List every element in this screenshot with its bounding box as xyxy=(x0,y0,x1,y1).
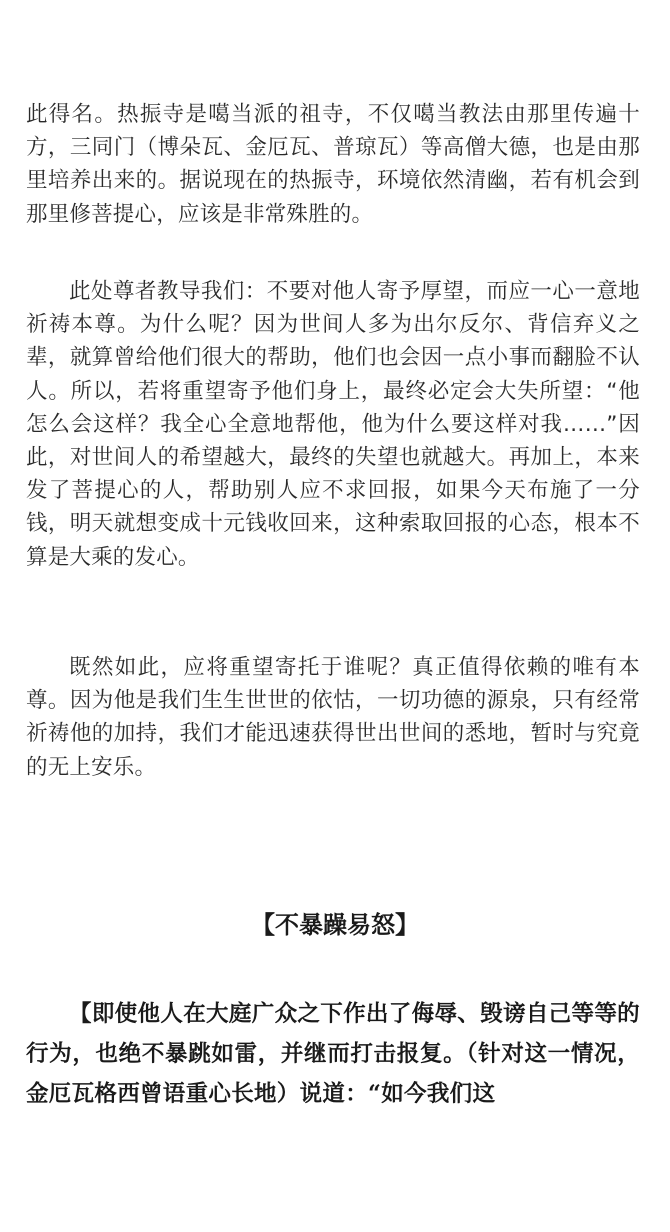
body-paragraph-1: 此得名。热振寺是噶当派的祖寺，不仅噶当教法由那里传遍十方，三同门（博朵瓦、金厄瓦、普琼瓦）等高僧大德，也是由那里培养出来的。据说现在的热振寺，环境依然清幽，若有机会到那里修菩提心，应该是非常殊胜的。 xyxy=(26,102,640,227)
section-quote: 【即使他人在大庭广众之下作出了侮辱、毁谤自己等等的行为，也绝不暴跳如雷，并继而打击报复。（针对这一情况，金厄瓦格西曾语重心长地）说道：“如今我们这 xyxy=(26,1001,640,1107)
body-paragraph-3: 既然如此，应将重望寄托于谁呢？真正值得依赖的唯有本尊。因为他是我们生生世世的依怙，一切功德的源泉，只有经常祈祷他的加持，我们才能迅速获得世出世间的悉地，暂时与究竟的无上安乐。 xyxy=(26,655,640,780)
section-heading: 【不暴躁易怒】 xyxy=(251,910,419,939)
body-paragraph-2: 此处尊者教导我们：不要对他人寄予厚望，而应一心一意地祈祷本尊。为什么呢？因为世间人多为出尔反尔、背信弃义之辈，就算曾给他们很大的帮助，他们也会因一点小事而翻脸不认人。所以，若将重望寄予他们身上，最终必定会大失所望：“他怎么会这样？我全心全意地帮他，他为什么要这样对我……”因此，对世间人的希望越大，最终的失望也就越大。再加上，本来发了菩提心的人，帮助别人应不求回报，如果今天布施了一分钱，明天就想变成十元钱收回来，这种索取回报的心态，根本不算是大乘的发心。 xyxy=(26,279,640,570)
